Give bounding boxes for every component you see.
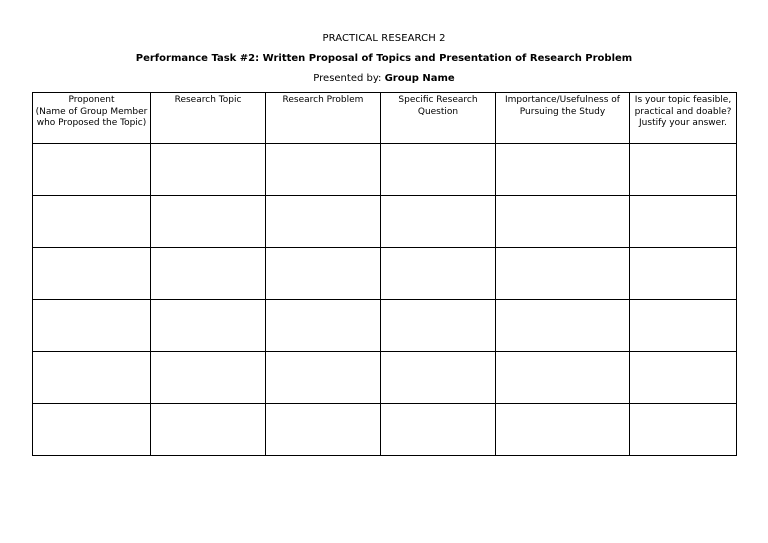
header-research-topic <box>151 93 266 144</box>
header-importance <box>496 93 630 144</box>
table-cell[interactable] <box>33 300 151 352</box>
header-line: Research Problem <box>282 95 364 105</box>
table-body <box>33 144 737 456</box>
table-cell[interactable] <box>33 196 151 248</box>
table-cell[interactable] <box>266 352 381 404</box>
header-line: Importance/Usefulness of <box>505 95 620 105</box>
table-cell[interactable] <box>151 404 266 456</box>
table-cell[interactable] <box>381 196 496 248</box>
table-cell[interactable] <box>151 248 266 300</box>
table-cell[interactable] <box>266 196 381 248</box>
presented-by-label: Presented by: <box>313 73 385 84</box>
table-cell[interactable] <box>266 300 381 352</box>
table-cell[interactable] <box>496 144 630 196</box>
table-cell[interactable] <box>496 300 630 352</box>
table-row <box>33 352 737 404</box>
header-line: Is your topic feasible, <box>634 95 732 105</box>
header-line: practical and doable? <box>634 106 732 117</box>
header-research-problem <box>266 93 381 144</box>
table-cell[interactable] <box>266 144 381 196</box>
table-cell[interactable] <box>496 196 630 248</box>
header-line: who Proposed the Topic) <box>36 118 147 128</box>
table-cell[interactable] <box>496 404 630 456</box>
header-line: (Name of Group Member <box>35 106 148 117</box>
header-line: Specific Research <box>398 95 478 105</box>
table-cell[interactable] <box>381 248 496 300</box>
document-title: PRACTICAL RESEARCH 2 <box>322 33 446 44</box>
table-cell[interactable] <box>630 144 737 196</box>
table-cell[interactable] <box>33 144 151 196</box>
header-feasibility <box>630 93 737 144</box>
header-line: Pursuing the Study <box>519 106 606 117</box>
table-cell[interactable] <box>496 248 630 300</box>
document-subtitle: Performance Task #2: Written Proposal of Topics and Presentation of Research Problem <box>135 53 633 64</box>
proposal-table <box>32 92 737 456</box>
table-cell[interactable] <box>151 196 266 248</box>
table-cell[interactable] <box>496 352 630 404</box>
table-cell[interactable] <box>381 300 496 352</box>
table-cell[interactable] <box>381 404 496 456</box>
table-cell[interactable] <box>630 300 737 352</box>
table-row <box>33 248 737 300</box>
header-proponent <box>33 93 151 144</box>
table-cell[interactable] <box>266 404 381 456</box>
header-line: Research Topic <box>174 95 242 105</box>
table-cell[interactable] <box>266 248 381 300</box>
presented-by-line <box>0 73 768 85</box>
table-header <box>33 93 737 144</box>
table-cell[interactable] <box>33 352 151 404</box>
table-row <box>33 144 737 196</box>
table-cell[interactable] <box>381 352 496 404</box>
table-cell[interactable] <box>151 144 266 196</box>
header-specific-question <box>381 93 496 144</box>
table-cell[interactable] <box>630 248 737 300</box>
table-cell[interactable] <box>33 404 151 456</box>
table-cell[interactable] <box>630 352 737 404</box>
header-row <box>33 93 737 144</box>
table-row <box>33 300 737 352</box>
table-row <box>33 196 737 248</box>
table-cell[interactable] <box>33 248 151 300</box>
group-name: Group Name <box>384 73 455 84</box>
table-cell[interactable] <box>630 404 737 456</box>
table-cell[interactable] <box>630 196 737 248</box>
header-line: Justify your answer. <box>639 118 727 128</box>
header-line: Proponent <box>68 95 115 105</box>
table-cell[interactable] <box>381 144 496 196</box>
table-cell[interactable] <box>151 300 266 352</box>
table-row <box>33 404 737 456</box>
table-cell[interactable] <box>151 352 266 404</box>
header-line: Question <box>417 106 459 117</box>
